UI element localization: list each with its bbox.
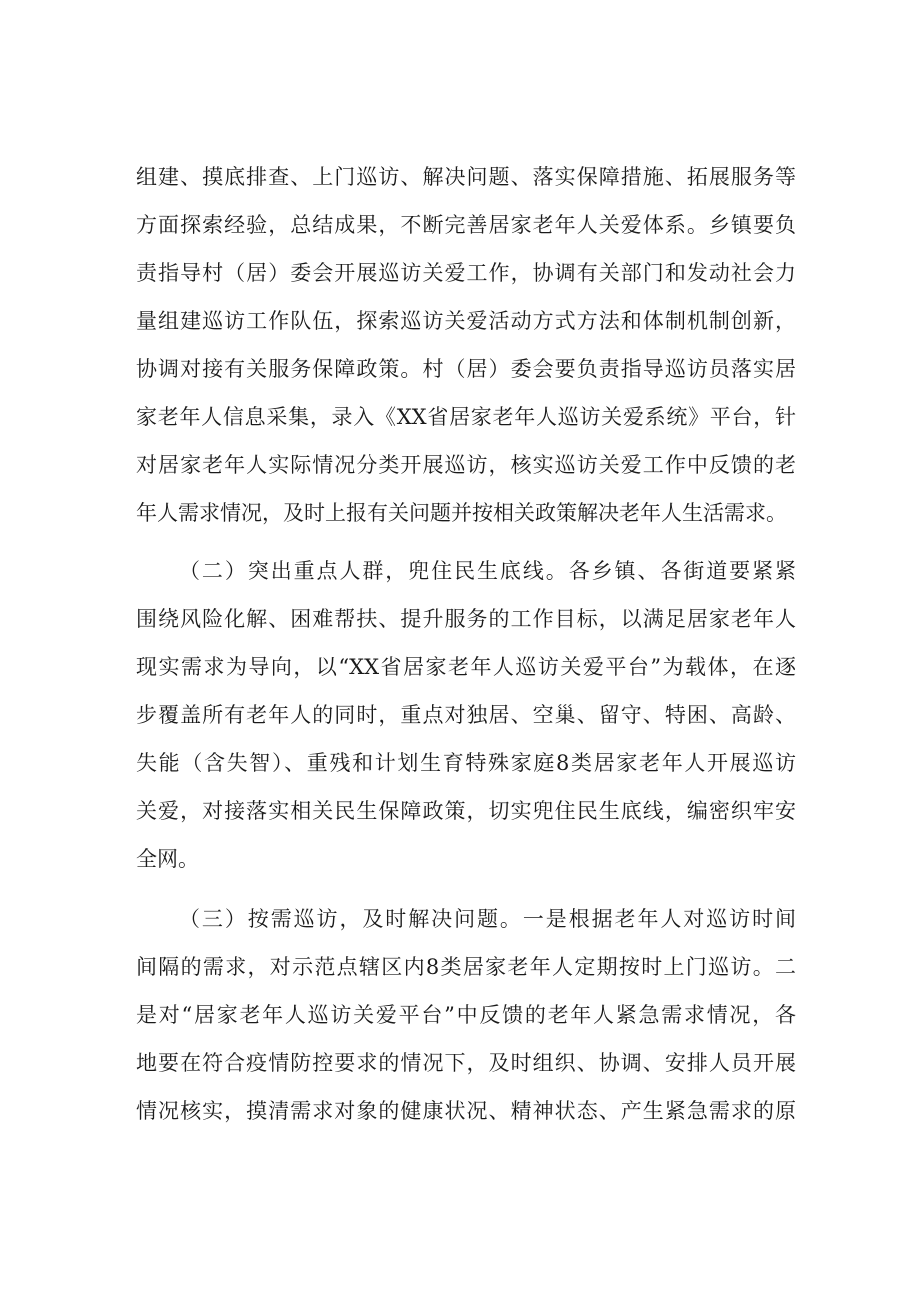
paragraph-3-line-1: （三）按需巡访，及时解决问题。一是根据老年人对巡访时间 — [179, 907, 796, 931]
paragraph-2-line-4: 步覆盖所有老年人的同时，重点对独居、空巢、留守、特困、高龄、 — [136, 703, 796, 727]
paragraph-3-line-5: 情况核实，摸清需求对象的健康状况、精神状态、产生紧急需求的原 — [136, 1099, 796, 1123]
paragraph-2-line-7: 全网。 — [136, 847, 199, 871]
paragraph-2-line-6: 关爱，对接落实相关民生保障政策，切实兜住民生底线，编密织牢安 — [136, 799, 796, 823]
paragraph-1-line-4: 量组建巡访工作队伍，探索巡访关爱活动方式方法和体制机制创新， — [136, 309, 796, 333]
paragraph-2-line-1: （二）突出重点人群，兜住民生底线。各乡镇、各街道要紧紧 — [179, 559, 796, 583]
paragraph-1-line-3: 责指导村（居）委会开展巡访关爱工作，协调有关部门和发动社会力 — [136, 261, 796, 285]
paragraph-3-line-3: 是对“居家老年人巡访关爱平台”中反馈的老年人紧急需求情况，各 — [136, 1003, 796, 1027]
paragraph-2-line-5: 失能（含失智）、重残和计划生育特殊家庭8类居家老年人开展巡访 — [136, 751, 796, 775]
paragraph-1-line-2: 方面探索经验，总结成果，不断完善居家老年人关爱体系。乡镇要负 — [136, 213, 796, 237]
paragraph-1-line-7: 对居家老年人实际情况分类开展巡访，核实巡访关爱工作中反馈的老 — [136, 453, 796, 477]
paragraph-1-line-8: 年人需求情况，及时上报有关问题并按相关政策解决老年人生活需求。 — [136, 501, 787, 525]
paragraph-1-line-5: 协调对接有关服务保障政策。村（居）委会要负责指导巡访员落实居 — [136, 357, 796, 381]
paragraph-2-line-2: 围绕风险化解、困难帮扶、提升服务的工作目标，以满足居家老年人 — [136, 607, 796, 631]
paragraph-3-line-4: 地要在符合疫情防控要求的情况下，及时组织、协调、安排人员开展 — [136, 1051, 796, 1075]
paragraph-2-line-3: 现实需求为导向，以“XX省居家老年人巡访关爱平台”为载体，在逐 — [136, 655, 796, 679]
paragraph-1-line-1: 组建、摸底排查、上门巡访、解决问题、落实保障措施、拓展服务等 — [136, 165, 796, 189]
paragraph-3-line-2: 间隔的需求，对示范点辖区内8类居家老年人定期按时上门巡访。二 — [136, 955, 796, 979]
paragraph-1-line-6: 家老年人信息采集，录入《XX省居家老年人巡访关爱系统》平台，针 — [136, 405, 796, 429]
